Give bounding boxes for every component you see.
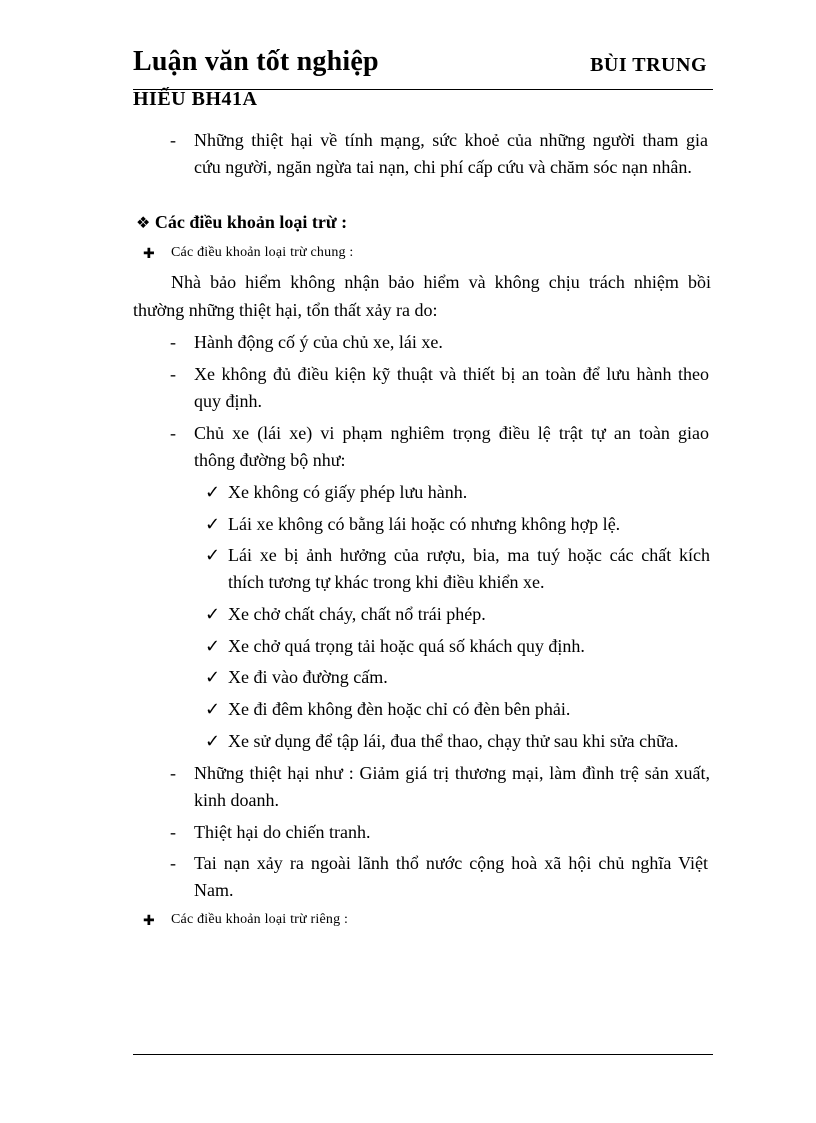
violation-item: Xe đi đêm không đèn hoặc chỉ có đèn bên phải.: [228, 699, 571, 719]
violation-item: Lái xe bị ảnh hưởng của rượu, bia, ma tuý hoặc các chất kích: [228, 545, 710, 565]
author-name-continued: HIẾU BH41A: [133, 88, 258, 110]
author-name: BÙI TRUNG: [590, 54, 707, 76]
exclusion-item-cont: thông đường bộ như:: [194, 450, 346, 470]
violation-item-cont: thích tương tự khác trong khi điều khiển xe.: [228, 572, 545, 592]
specific-exclusions-label: Các điều khoản loại trừ riêng :: [171, 912, 349, 927]
exclusion-item-cont: Nam.: [194, 880, 234, 900]
check-icon: ✓: [205, 482, 221, 503]
general-paragraph-line2: thường những thiệt hại, tổn thất xảy ra do:: [133, 300, 438, 320]
exclusion-item: Chủ xe (lái xe) vi phạm nghiêm trọng điều lệ trật tự an toàn giao: [194, 423, 709, 443]
document-title: Luận văn tốt nghiệp: [133, 46, 379, 77]
check-icon: ✓: [205, 699, 221, 720]
dash-bullet: -: [170, 130, 176, 150]
general-paragraph-line1: Nhà bảo hiểm không nhận bảo hiểm và không chịu trách nhiệm bồi: [171, 272, 711, 292]
dash-bullet: -: [170, 853, 176, 873]
violation-item: Lái xe không có bằng lái hoặc có nhưng không hợp lệ.: [228, 514, 621, 534]
dash-bullet: -: [170, 763, 176, 783]
section-heading: [136, 212, 347, 233]
violation-item: Xe chở chất cháy, chất nổ trái phép.: [228, 604, 486, 624]
dash-bullet: -: [170, 822, 176, 842]
cross-bullet-icon: ✚: [143, 246, 155, 262]
exclusion-item: Tai nạn xảy ra ngoài lãnh thổ nước cộng hoà xã hội chủ nghĩa Việt: [194, 853, 708, 873]
check-icon: ✓: [205, 636, 221, 657]
exclusion-item-cont: kinh doanh.: [194, 790, 279, 810]
intro-item-line1: Những thiệt hại về tính mạng, sức khoẻ của những người tham gia: [194, 130, 708, 150]
section-title: Các điều khoản loại trừ :: [154, 212, 348, 232]
exclusion-item-cont: quy định.: [194, 391, 263, 411]
intro-item-line2: cứu người, ngăn ngừa tai nạn, chi phí cấp cứu và chăm sóc nạn nhân.: [194, 157, 692, 177]
violation-item: Xe chở quá trọng tải hoặc quá số khách quy định.: [228, 636, 585, 656]
check-icon: ✓: [205, 545, 221, 566]
dash-bullet: -: [170, 332, 176, 352]
violation-item: Xe không có giấy phép lưu hành.: [228, 482, 468, 502]
dash-bullet: -: [170, 423, 176, 443]
check-icon: ✓: [205, 604, 221, 625]
cross-bullet-icon: ✚: [143, 913, 155, 929]
exclusion-item: Hành động cố ý của chủ xe, lái xe.: [194, 332, 443, 352]
general-exclusions-label: Các điều khoản loại trừ chung :: [171, 245, 354, 260]
exclusion-item: Thiệt hại do chiến tranh.: [194, 822, 371, 842]
check-icon: ✓: [205, 731, 221, 752]
violation-item: Xe sử dụng để tập lái, đua thể thao, chạy thử sau khi sửa chữa.: [228, 731, 679, 751]
dash-bullet: -: [170, 364, 176, 384]
exclusion-item: Xe không đủ điều kiện kỹ thuật và thiết bị an toàn để lưu hành theo: [194, 364, 709, 384]
exclusion-item: Những thiệt hại như : Giảm giá trị thương mại, làm đình trệ sản xuất,: [194, 763, 710, 783]
violation-item: Xe đi vào đường cấm.: [228, 667, 388, 687]
check-icon: ✓: [205, 514, 221, 535]
footer-divider: [133, 1054, 713, 1055]
check-icon: ✓: [205, 667, 221, 688]
diamond-bullet-icon: ❖: [136, 213, 151, 232]
